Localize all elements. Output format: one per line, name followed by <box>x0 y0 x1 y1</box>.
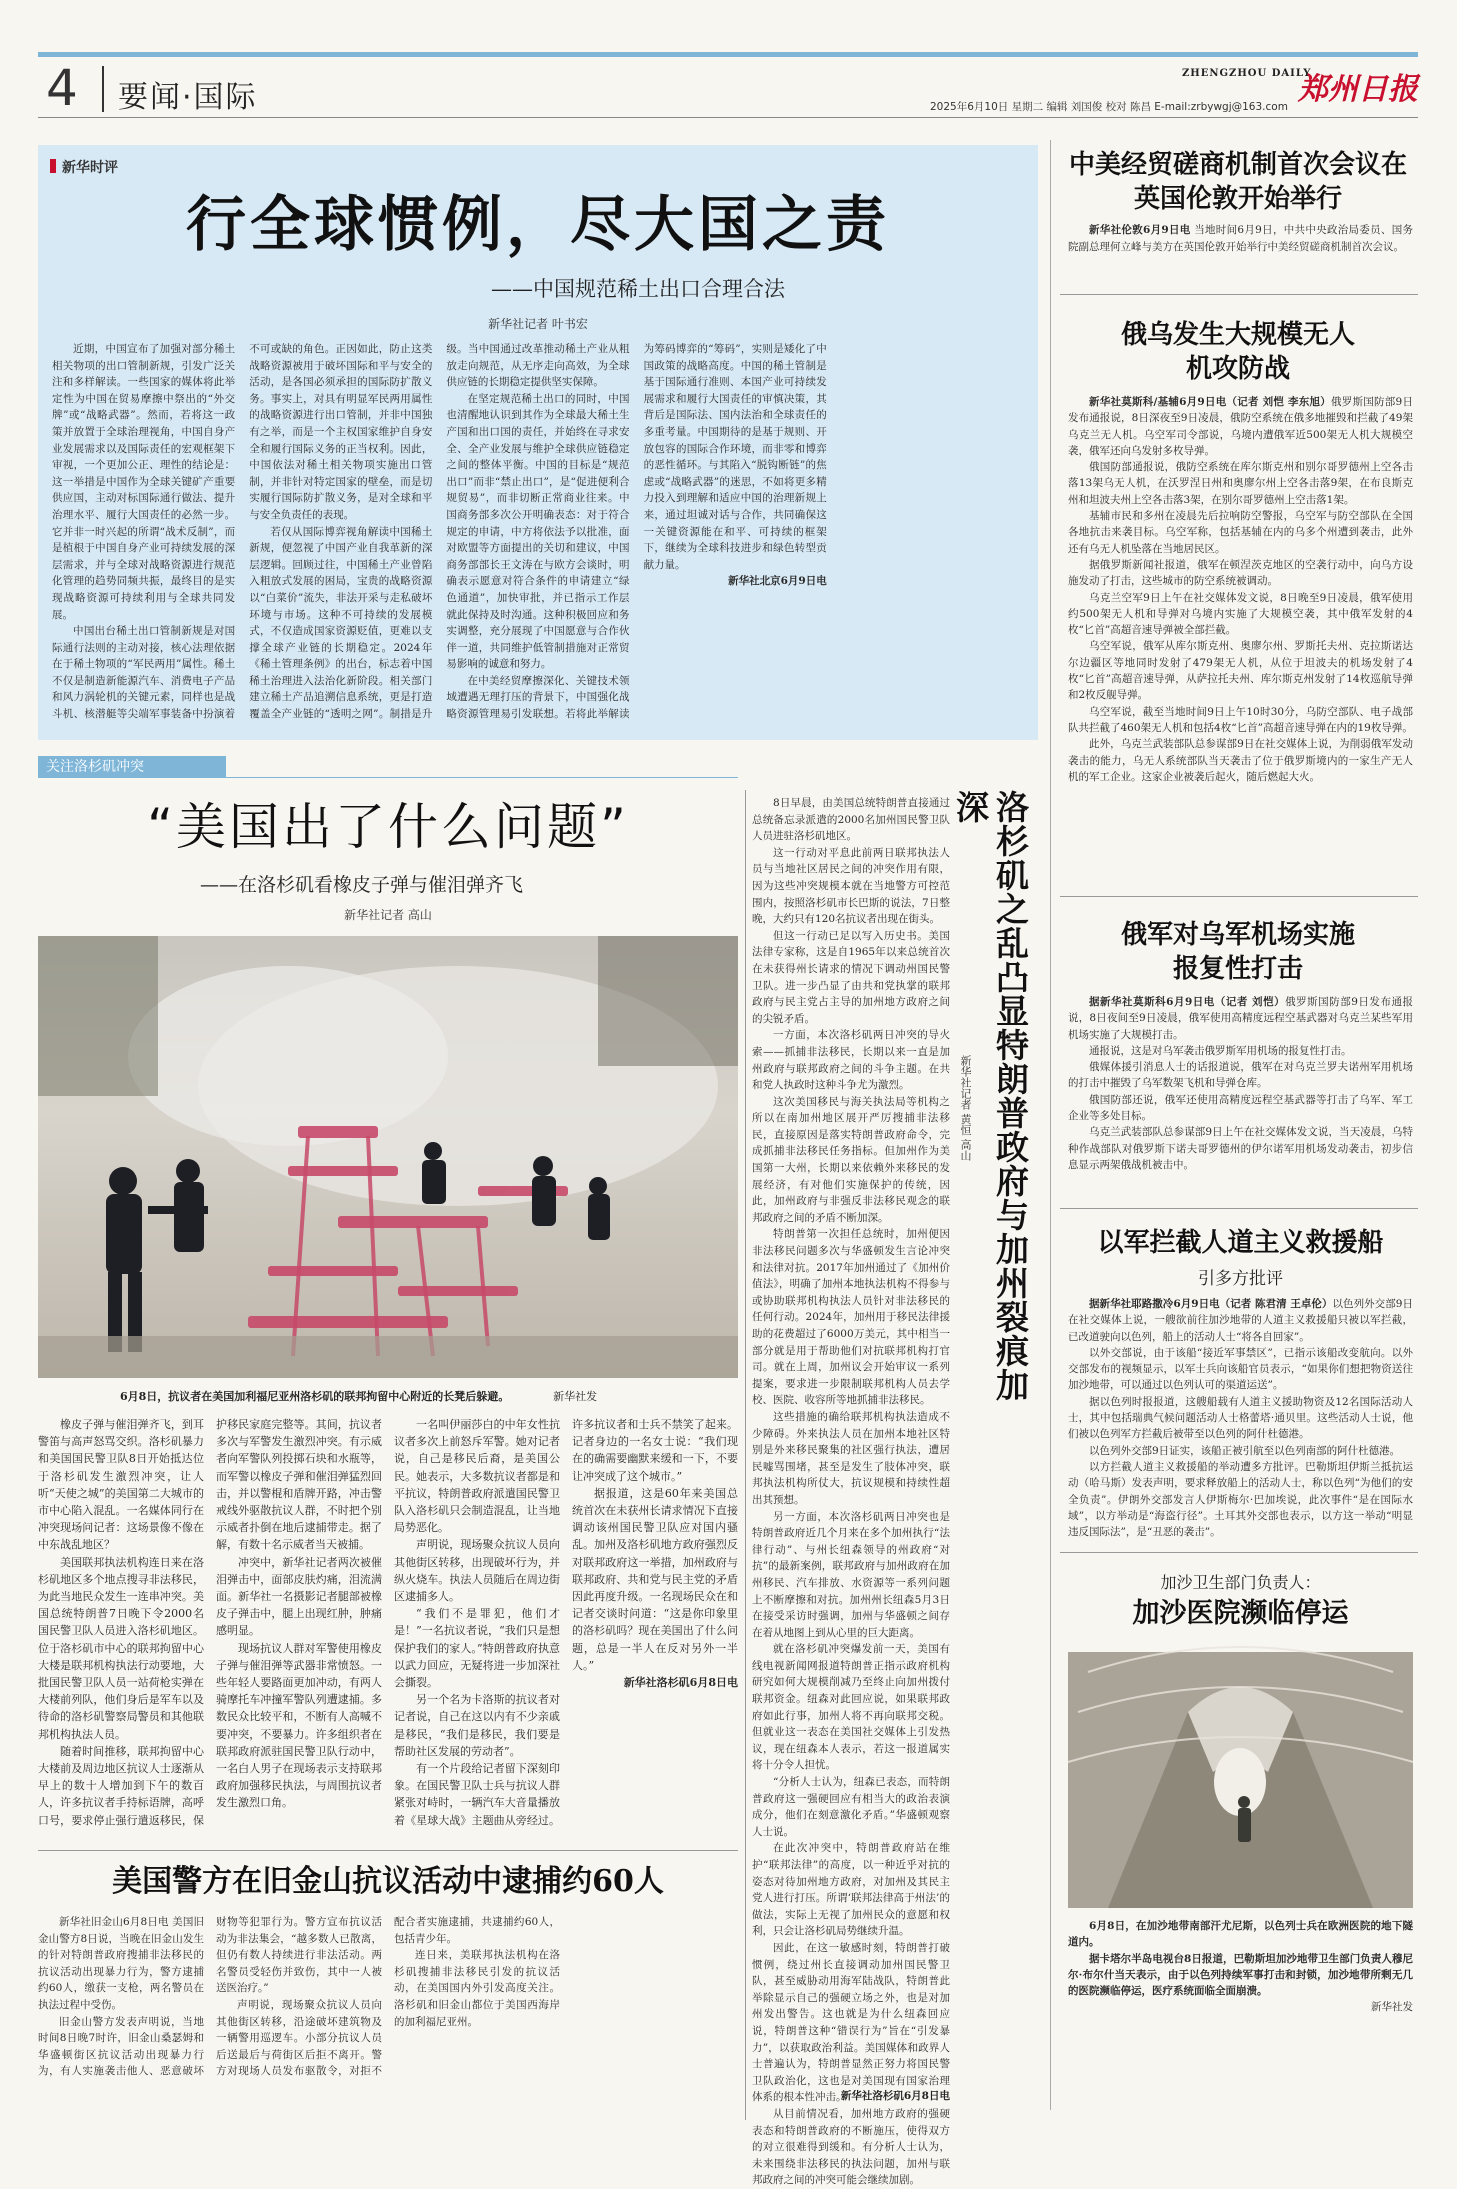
paragraph: 一方面，本次洛杉矶两日冲突的导火索——抓捕非法移民，长期以来一直是加州政府与联邦政府之间的斗争主题。在共和党人执政时这种斗争尤为激烈。 <box>752 1029 950 1092</box>
protest-photo-illustration <box>38 936 738 1378</box>
paragraph: 这一行动对平息此前两日联邦执法人员与当地社区居民之间的冲突作用有限，因为这些冲突规模本就在当地警方可控范围内，按照洛杉矶市长巴斯的说法，7日整晚，大约只有120名抗议者出现在街头。 <box>752 846 950 926</box>
sidebar-story2-title: 俄乌发生大规模无人机攻防战 <box>1120 320 1355 384</box>
paragraph: 8日早晨，由美国总统特朗普直接通过总统备忘录派遣的2000名加州国民警卫队人员进驻洛杉矶地区。 <box>752 797 950 843</box>
paper-en-name: ZHENGZHOU DAILY <box>1182 68 1312 79</box>
sidebar-story2-body <box>1068 394 1413 864</box>
paragraph: 基辅市民和多州在凌晨先后拉响防空警报，乌空军与防空部队在全国各地抗击来袭目标。乌空军称，包括基辅在内的乌多个州遭到袭击，此外还有乌无人机坠落在当地居民区。 <box>1068 510 1413 555</box>
paragraph: 以外交部说，由于该船“接近军事禁区”，已指示该船改变航向。以外交部发布的视频显示，以军士兵向该船官员表示，“如果你们想把物资送往加沙地带，可以通过以色列认可的渠道运送”。 <box>1068 1346 1413 1392</box>
paragraph: 通报说，这是对乌军袭击俄罗斯军用机场的报复性打击。 <box>1089 1044 1352 1057</box>
feature-subtitle: ——在洛杉矶看橡皮子弹与催泪弹齐飞 <box>200 874 524 896</box>
story-text: 以色列外交部9日在社交媒体上说，一艘欲前往加沙地带的人道主义救援船只被以军拦截，已改道驶向以色列，船上的活动人士“将各自回家”。 <box>1068 1298 1413 1343</box>
commentary-body <box>52 341 1024 731</box>
story-lead: 新华社伦敦6月9日电 <box>1089 224 1191 236</box>
paragraph: “分析人士认为，纽森已表态，而特朗普政府这一强硬回应有相当大的政治表演成分，他们在刻意激化矛盾。”华盛顿观察人士说。 <box>752 1776 950 1838</box>
paragraph: 俄国防部还说，俄军还使用高精度远程空基武器等打击了乌军、军工企业等多处目标。 <box>1068 1093 1413 1123</box>
paragraph: 美国联邦执法机构连日来在洛杉矶地区多个地点搜寻非法移民，为此当地民众发生一连串冲突。美国总统特朗普7日晚下令2000名国民警卫队人员进入洛杉矶地区。位于洛杉矶市中心的联邦拘留中心大楼是联邦机构执法行动要地，大批国民警卫队人员一站荷枪实弹在大楼前列队，他们身后是军车以及待命的洛杉矶警察局警员和其他联邦机构执法人员。 <box>38 1555 204 1741</box>
sidebar-rule <box>1060 294 1418 295</box>
analysis-body <box>752 795 950 2187</box>
paragraph: 但这一行动已足以写入历史书。美国法律专家称，这是自1965年以来总统首次在未获得州长请求的情况下调动州国民警卫队。进一步凸显了由共和党执掌的联邦政府与民主党占主导的加州地方政府之间的尖锐矛盾。 <box>752 929 950 1025</box>
sidebar-story4-body <box>1068 1296 1413 1539</box>
paper-logo: 郑州日报 <box>1298 72 1418 107</box>
paragraph: 乌克兰空军9日上午在社交媒体发文说，8日晚至9日凌晨，俄军使用约500架无人机和导弹对乌境内实施了大规模空袭，其中俄军发射的4枚“匕首”高超音速导弹被全部拦截。 <box>1068 591 1413 637</box>
commentary-subtitle: ——中国规范稀土出口合理合法 <box>491 277 785 301</box>
paragraph: 随着时间推移，联邦拘留中心大楼前及周边地区抗议人士逐渐从早上的数十人增加到下午的数百人，许多抗议者手持标语牌，高呼口号，要求停止强行遣返移民，保护移民家庭完整等。其间，抗议者多次与军警发生激烈冲突。有示威者向军警队列投掷石块和水瓶等，而军警以橡皮子弹和催泪弹猛烈回击，并以警棍和盾牌开路，冲击警戒线外驱散抗议人群，不时把个别示威者扑倒在地后逮捕带走。据了解，有数十名示威者当天被捕。 <box>38 1418 382 1827</box>
paragraph: 若仅从国际博弈视角解读中国稀土新规，便忽视了中国产业自我革新的深层逻辑。回顾过往，中国稀土产业曾陷入粗放式发展的困局，宝贵的战略资源以“白菜价”流失，非法开采与走私破坏环境与市场。这种不可持续的发展模式，不仅造成国家资源贬值，更难以支撑全球产业链的长期稳定。2024年《稀土管理条例》的出台，标志着中国稀土治理进入法治化新阶段。相关部门建立稀土产品追溯信息系统，更是打造覆盖全产业链的“透明之网”。制措是升级。当中国通过改革推动稀土产业从粗放走向规范，从无序走向高效，为全球供应链的长期稳定提供坚实保障。 <box>249 343 630 721</box>
feature-title: “美国出了什么问题” <box>147 798 629 856</box>
paragraph <box>1068 1296 1413 1345</box>
tunnel-photo-illustration <box>1068 1652 1413 1908</box>
sidebar-story1-title: 中美经贸磋商机制首次会议在英国伦敦开始举行 <box>1068 150 1407 214</box>
sidebar-story1-body <box>1068 222 1413 255</box>
story-lead: 据新华社耶路撒冷6月9日电（记者 陈君清 王卓伦） <box>1089 1298 1333 1310</box>
paragraph: 冲突中，新华社记者两次被催泪弹击中，面部皮肤灼痛，泪流满面。新华社一名摄影记者腿部被橡皮子弹击中，腿上出现红肿，肿痛感明显。 <box>216 1555 382 1638</box>
sidebar-story4-title: 以军拦截人道主义救援船 <box>1097 1228 1384 1258</box>
commentary-box <box>38 145 1038 740</box>
photo-caption-text: 6月8日，抗议者在美国加利福尼亚州洛杉矶的联邦拘留中心附近的长凳后躲避。 <box>120 1390 510 1403</box>
paragraph: 在此次冲突中，特朗普政府站在维护“联邦法律”的高度，以一种近乎对抗的姿态对待加州地方政府，对加州及其民主党人进行打压。所谓‘联邦法律高于州法’的做法，实际上无视了加州民众的意愿和权利，只会让洛杉矶局势继续升温。 <box>752 1842 950 1938</box>
commentary-title: 行全球惯例，尽大国之责 <box>186 190 890 260</box>
sf-body <box>38 1914 738 2096</box>
sidebar-story5-kicker: 加沙卫生部门负责人： <box>1160 1573 1321 1592</box>
paragraph: 一名叫伊丽莎白的中年女性抗议者多次上前怒斥军警。她对记者说，自己是移民后裔，是美国公民。她表示，大多数抗议者都是和平抗议，特朗普政府派遣国民警卫队入洛杉矶只会制造混乱，让当地局势恶化。 <box>394 1418 560 1535</box>
commentary-byline: 新华社记者 叶书宏 <box>488 317 588 331</box>
dateline-sign: 新华社北京6月9日电 <box>728 575 827 588</box>
sidebar-story3-body <box>1068 994 1413 1204</box>
sidebar-rule <box>1060 1208 1418 1209</box>
paragraph <box>1068 994 1413 1043</box>
masthead-divider <box>102 66 104 112</box>
feature-body <box>38 1416 738 1838</box>
sidebar-divider <box>1050 140 1051 2110</box>
edition-meta: 2025年6月10日 星期二 编辑 刘国俊 校对 陈昌 E-mail:zrbywgj@163.com <box>930 101 1288 113</box>
paragraph: 声明说，现场聚众抗议人员向其他街区转移，出现破坏行为，并纵火烧车。执法人员随后在周边街区逮捕多人。 <box>394 1538 560 1604</box>
page-number: 4 <box>46 59 78 117</box>
paragraph: 据卡塔尔半岛电视台8日报道，巴勒斯坦加沙地带卫生部门负责人穆尼尔·布尔什当天表示，由于以色列持续军事打击和封锁，加沙地带所剩无几的医院濒临停运，医疗系统面临全面崩溃。 <box>1068 1952 1413 1998</box>
paragraph: 另一个名为卡洛斯的抗议者对记者说，自己在这以内有不少亲戚是移民，“我们是移民，我们要是帮助社区发展的劳动者”。 <box>394 1693 560 1758</box>
story-text: 俄罗斯国防部9日发布通报说，8日深夜至9日凌晨，俄防空系统在俄多地摧毁和拦截了49架乌克兰无人机。乌空军司令部说，乌境内遭俄军近500架无人机大规模空袭，俄军还向乌发射多枚导弹。 <box>1068 396 1413 457</box>
masthead-top-bar <box>38 52 1418 57</box>
analysis-title: 洛杉矶之乱凸显特朗普政府与加州裂痕加深 <box>951 790 1030 1402</box>
paragraph: 据以色列时报报道，这艘船载有人道主义援助物资及12名国际活动人士，其中包括瑞典气候问题活动人士格蕾塔·通贝里。这些活动人士说，他们被以色列军方拦截后被带至以色列的阿什杜德港。 <box>1068 1395 1413 1441</box>
sf-title: 美国警方在旧金山抗议活动中逮捕约60人 <box>112 1864 664 1899</box>
paragraph: 据俄罗斯新闻社报道，俄军在顿涅茨克地区的空袭行动中，向乌方设施发动了打击，这些城市的防空系统被调动。 <box>1068 558 1413 588</box>
feature-tag-label: 关注洛杉矶冲突 <box>46 759 144 775</box>
paragraph: 这次美国移民与海关执法局等机构之所以在南加州地区展开严厉搜捕非法移民，直接原因是落实特朗普政府命令，完成抓捕非法移民任务指标。但加州作为美国第一大州，长期以来依赖外来移民的发展经济，有对他们实施保护的传统，因此，加州政府与非强反非法移民观念的联邦政府之间的矛盾不断加深。 <box>752 1095 950 1224</box>
paragraph: 现场抗议人群对军警使用橡皮子弹与催泪弹等武器非常愤怒。一些年轻人要路面更加冲动，有两人骑摩托车冲撞军警队列遭逮捕。多数民众比较平和，不断有人高喊不要冲突，不要暴力。许多组织者在联邦政府派驻国民警卫队行动中，一名白人男子在现场表示支持联邦政府加强移民执法，与周围抗议者发生激烈口角。 <box>216 1641 382 1810</box>
protest-photo <box>38 936 738 1378</box>
story-lead: 新华社莫斯科/基辅6月9日电（记者 刘恺 李东旭） <box>1089 396 1332 408</box>
commentary-tag-marker <box>50 159 56 173</box>
paragraph: 就在洛杉矶冲突爆发前一天，美国有线电视新闻网报道特朗普正指示政府机构研究如何大规模削减乃至终止向加州拨付联邦资金。纽森对此回应说，如果联邦政府如此行事，加州人将不再向联邦交税。但就业这一表态在美国社交媒体上引发热议，现在纽森本人表示，若这一报道属实将十分令人担忧。 <box>752 1643 950 1772</box>
paragraph: “我们不是罪犯，他们才是！”一名抗议者说，“我们只是想保护我们的家人。”特朗普政府执意以武力回应，无疑将进一步加深社会撕裂。 <box>394 1607 560 1690</box>
analysis-byline: 新华社记者 黄恒 高山 <box>959 1055 972 1161</box>
paragraph: 特朗普第一次担任总统时，加州便因非法移民问题多次与华盛顿发生言论冲突和法律对抗。2017年加州通过了《加州价值法》，明确了加州本地执法机构不得参与或协助联邦机构执法人员针对非法移民的任何行动。2024年，加州用于移民法律援助的花费超过了6000万美元，其中相当一部分就是用于帮助他们对抗联邦机构打官司。就在上周，加州议会开始审议一系列提案，要求进一步限制联邦机构人员去学校、医院、收容所等地抓捕非法移民。 <box>752 1228 950 1407</box>
paragraph: 乌空军说，俄军从库尔斯克州、奥廖尔州、罗斯托夫州、克拉斯诺达尔边疆区等地同时发射了479架无人机，从位于坦波夫的机场发射了4枚“匕首”高超音速导弹，从萨拉托夫州、库尔斯克州发射了14枚巡航导弹和2枚反舰导弹。 <box>1068 640 1413 702</box>
paragraph: 俄媒体援引消息人士的话报道说，俄军在对乌克兰罗夫诺州军用机场的打击中摧毁了乌军数架飞机和导弹仓库。 <box>1068 1061 1413 1090</box>
story-text: 俄罗斯国防部9日发布通报说，8日夜间至9日凌晨，俄军使用高精度远程空基武器对乌克兰某些军用机场实施了大规模打击。 <box>1068 996 1413 1041</box>
paragraph: 乌空军说，截至当地时间9日上午10时30分，乌防空部队、电子战部队共拦截了460架无人机和包括4枚“匕首”高超音速导弹在内的19枚导弹。 <box>1068 705 1413 734</box>
feature-tag <box>38 756 226 778</box>
column-divider <box>745 790 746 2120</box>
paragraph: 以方拦截人道主义救援船的举动遭多方批评。巴勒斯坦伊斯兰抵抗运动（哈马斯）发表声明，要求释放船上的活动人士，称以色列“为他们的安全负责”。伊朗外交部发言人伊斯梅尔·巴加埃说，此次事件“是在国际水域”，以方举动是“海盗行径”。土耳其外交部也表示，以方这一举动“明显违反国际法”，是“丑恶的袭击”。 <box>1068 1460 1413 1539</box>
dateline-sign: 新华社洛杉矶6月8日电 <box>623 1676 738 1690</box>
paragraph: 新华社旧金山6月8日电 美国旧金山警方8日说，当晚在旧金山发生的针对特朗普政府搜捕非法移民的抗议活动出现暴力行为，警方逮捕约60人，缴获一支枪，两名警员在执法过程中受伤。 <box>38 1916 204 2011</box>
sidebar-story3-title: 俄军对乌军机场实施报复性打击 <box>1120 920 1355 984</box>
paragraph: 连日来，美联邦执法机构在洛杉矶搜捕非法移民引发的抗议活动，在美国国内外引发高度关注。洛杉矶和旧金山都位于美国西海岸的加利福尼亚州。 <box>394 1949 560 2028</box>
tunnel-photo <box>1068 1652 1413 1908</box>
paragraph: 橡皮子弹与催泪弹齐飞，到耳警笛与高声怒骂交织。洛杉矶暴力和美国国民警卫队8日开始抵达位于洛杉矶发生激烈冲突，让人听“天使之城”的美国第二大城市的市中心陷入混乱。一名媒体同行在冲突现场问记者：这场景像不像在中东战乱地区？ <box>38 1418 204 1552</box>
paragraph: 在坚定规范稀土出口的同时，中国也清醒地认识到其作为全球最大稀土生产国和出口国的责任，并始终在寻求安全、全产业发展与维护全球供应链稳定之间的整体平衡。中国的目标是“规范出口”而非“禁止出口”，是“促进便利合规贸易”，而非切断正常商业往来。中国商务部多次公开明确表态：对于符合规定的申请，中方将依法予以批准，面对欧盟等方面提出的关切和建议，中国商务部部长王文涛在与欧方会谈时，明确表示愿意对符合条件的申请建立“绿色通道”，加快审批，并已指示工作层就此保持及时沟通。这种积极回应和务实调整，充分展现了中国愿意与合作伙伴一道，共同维护低管制措施对正常贸易影响的诚意和努力。 <box>446 392 630 671</box>
paragraph: 在中美经贸摩擦深化、关键技术领域遭遇无理打压的背景下，中国强化战略资源管理易引发联想。若将此举解读为筹码博弈的“筹码”，实则是矮化了中国政策的战略高度。中国的稀土管制是基于国际通行准则、本国产业可持续发展需求和履行大国责任的审慎决策，其背后是国际法、国内法治和全球责任的多重考量。中国期待的是基于规则、开放包容的国际合作环境，而非零和博弈的恶性循环。与其陷入“脱钩断链”的焦虑或“战略武器”的迷思，不如将更多精力投入到理解和适应中国的治理新规上来，通过坦诚对话与合作，共同确保这一关键资源能在和平、可持续的框架下，继续为全球科技进步和绿色转型贡献力量。 <box>446 343 827 721</box>
paragraph <box>1068 222 1413 255</box>
sidebar-story5-body <box>1068 1918 1413 2088</box>
photo-caption <box>120 1388 740 1404</box>
feature-tag-rule <box>38 777 738 778</box>
paragraph: 据报道，这是60年来美国总统首次在未获州长请求情况下直接调动该州国民警卫队应对国内骚乱。加州及洛杉矶地方政府强烈反对联邦政府这一举措，加州政府与联邦政府、共和党与民主党的矛盾因此再度升级。一名现场民众在和记者交谈时问道：“这是你印象里的洛杉矶吗？现在美国出了什么问题，总是一半人在反对另外一半人。” <box>572 1486 738 1672</box>
sidebar-story4-subtitle: 引多方批评 <box>1198 1269 1283 1289</box>
paragraph: 声明说，现场聚众抗议人员向其他街区转移，沿途破坏建筑物及一辆警用巡逻车。小部分抗议人员后送最后与荷街区后拒不离开。警方对现场人员发布驱散令，对拒不配合者实施逮捕，共逮捕约60人，包括青少年。 <box>216 1916 560 2078</box>
sidebar-rule <box>1060 1552 1418 1553</box>
paragraph: 这些措施的确给联邦机构执法造成不少障碍。外来执法人员在加州本地社区特别是外来移民聚集的社区强行执法，遭居民嘘骂围堵，甚至是发生了肢体冲突，联邦执法机构所仗大，抗议规模和持续性超出其预想。 <box>752 1410 950 1506</box>
paragraph: 因此，在这一敏感时刻，特朗普打破惯例，绕过州长直接调动加州国民警卫队，甚至威胁动用海军陆战队，特朗普此举除显示自己的强硬立场之外，也是对加州发出警告。这也就是为什么纽森回应说，特朗普这种“错误行为”旨在“引发暴力”，以获取政治利益。美国媒体和政界人士普遍认为，特朗普显然正努力将国民警卫队政治化，这也是对美国现有国家治理体系的根本性冲击。 <box>752 1941 950 2104</box>
paragraph: 近期，中国宣布了加强对部分稀土相关物项的出口管制新规，引发广泛关注和多样解读。一些国家的媒体将此举定性为中国在贸易摩擦中祭出的“外交牌”或“战略武器”。然而，若将这一政策并放置于全球治理视角，中国自身产业发展需求以及国际责任的宏观框架下审视，一个更加公正、理性的结论是：这一举措是中国作为全球关键矿产重要供应国，主动对标国际通行做法、提升治理水平、履行大国责任的必然一步。它并非一时兴起的所谓“战术反制”，而是植根于中国自身产业可持续发展的深层需求，并与全球对战略资源进行规范化管理的趋势同频共振，最终目的是实现战略资源可持续利用与全球共同发展。 <box>52 343 236 621</box>
paragraph: 另一方面，本次洛杉矶两日冲突也是特朗普政府近几个月来在多个加州执行“法律行动”、与州长纽森领导的州政府“对抗”的最新案例，联邦政府与加州政府在加州移民、汽车排放、水资源等一系列问题上不断摩擦和对抗。加州州长纽森5月3日在接受采访时强调，加州与华盛顿之间存在着从地图上到从心里的巨大距离。 <box>752 1510 950 1639</box>
paragraph: 从目前情况看，加州地方政府的强硬表态和特朗普政府的不断施压，使得双方的对立很难得到缓和。有分析人士认为，未来围绕非法移民的执法问题，加州与联邦政府之间的冲突可能会继续加剧。 <box>752 2107 950 2187</box>
paragraph: 有一个片段给记者留下深刻印象。在国民警卫队士兵与抗议人群紧张对峙时，一辆汽车大音量播放着《星球大战》主题曲从旁经过。许多抗议者和士兵不禁笑了起来。记者身边的一名女士说：“我们现在的确需要幽默来缓和一下，不要让冲突成了这个城市。” <box>394 1418 738 1827</box>
sidebar-rule <box>1060 896 1418 897</box>
photo-caption: 6月8日，在加沙地带南部汗尤尼斯，以色列士兵在欧洲医院的地下隧道内。 <box>1068 1920 1413 1949</box>
analysis-sign: 新华社洛杉矶6月8日电 <box>840 2090 950 2102</box>
masthead-bottom-rule <box>38 117 1418 118</box>
section-title: 要闻·国际 <box>118 80 258 115</box>
paragraph: 俄国防部通报说，俄防空系统在库尔斯克州和别尔哥罗德州上空各击落13架乌无人机，在沃罗涅日州和奥廖尔州上空各击落9架，在布良斯克州和坦波夫州上空各击落3架，在别尔哥罗德州上空击落1架。 <box>1068 461 1413 506</box>
paragraph <box>1068 394 1413 459</box>
story-text: 当地时间6月9日，中共中央政治局委员、国务院副总理何立峰与美方在英国伦敦开始举行中美经贸磋商机制首次会议。 <box>1068 224 1413 253</box>
story-lead: 据新华社莫斯科6月9日电（记者 刘恺） <box>1089 996 1286 1008</box>
sidebar-story5-title: 加沙医院濒临停运 <box>1132 1598 1349 1629</box>
photo-credit: 新华社发 <box>1371 2001 1413 2014</box>
sf-top-rule <box>38 1850 738 1851</box>
paragraph: 旧金山警方发表声明说，当地时间8日晚7时许，旧金山桑瑟姆和华盛顿街区抗议活动出现暴力行为，有人实施袭击他人、恶意破坏财物等犯罪行为。警方宣布抗议活动为非法集会，“越多数人已散离，但仍有数人持续进行非法活动。两名警员受轻伤并致伤，其中一人被送医治疗。” <box>38 1916 382 2078</box>
paragraph: 乌克兰武装部队总参谋部9日上午在社交媒体发文说，当天凌晨，乌特种作战部队对俄罗斯下诺夫哥罗德州的伊尔诺军用机场发动袭击，初步信息显示两架俄战机被击中。 <box>1068 1126 1413 1171</box>
paragraph: 以色列外交部9日证实，该船正被引航至以色列南部的阿什杜德港。 <box>1089 1444 1401 1457</box>
photo-credit: 新华社发 <box>553 1390 598 1403</box>
paragraph: 此外，乌克兰武装部队总参谋部9日在社交媒体上说，为削弱俄军发动袭击的能力，乌无人系统部队当天袭击了位于俄罗斯境内的一家生产无人机的军工企业。这家企业被袭后起火，随后燃起大火。 <box>1068 738 1413 783</box>
commentary-tag: 新华时评 <box>62 160 118 176</box>
paragraph: 中国出台稀土出口管制新规是对国际通行法则的主动对接，核心法理依据在于稀土物项的“军民两用”属性。稀土不仅是制造新能源汽车、消费电子产品和风力涡轮机的关键元素，同样也是战斗机、核潜艇等尖端军事装备中扮演着不可或缺的角色。正因如此，防止这类战略资源被用于破坏国际和平与安全的活动，是各国必须承担的国际防扩散义务。事实上，对具有明显军民两用属性的战略资源进行出口管制，并非中国独有之举，而是一个主权国家维护自身安全和履行国际义务的正当权利。因此，中国依法对稀土相关物项实施出口管制，并非针对特定国家的壁垒，而是切实履行国际防扩散义务，是对全球和平与安全负责任的表现。 <box>52 343 433 721</box>
feature-byline: 新华社记者 高山 <box>344 908 432 922</box>
